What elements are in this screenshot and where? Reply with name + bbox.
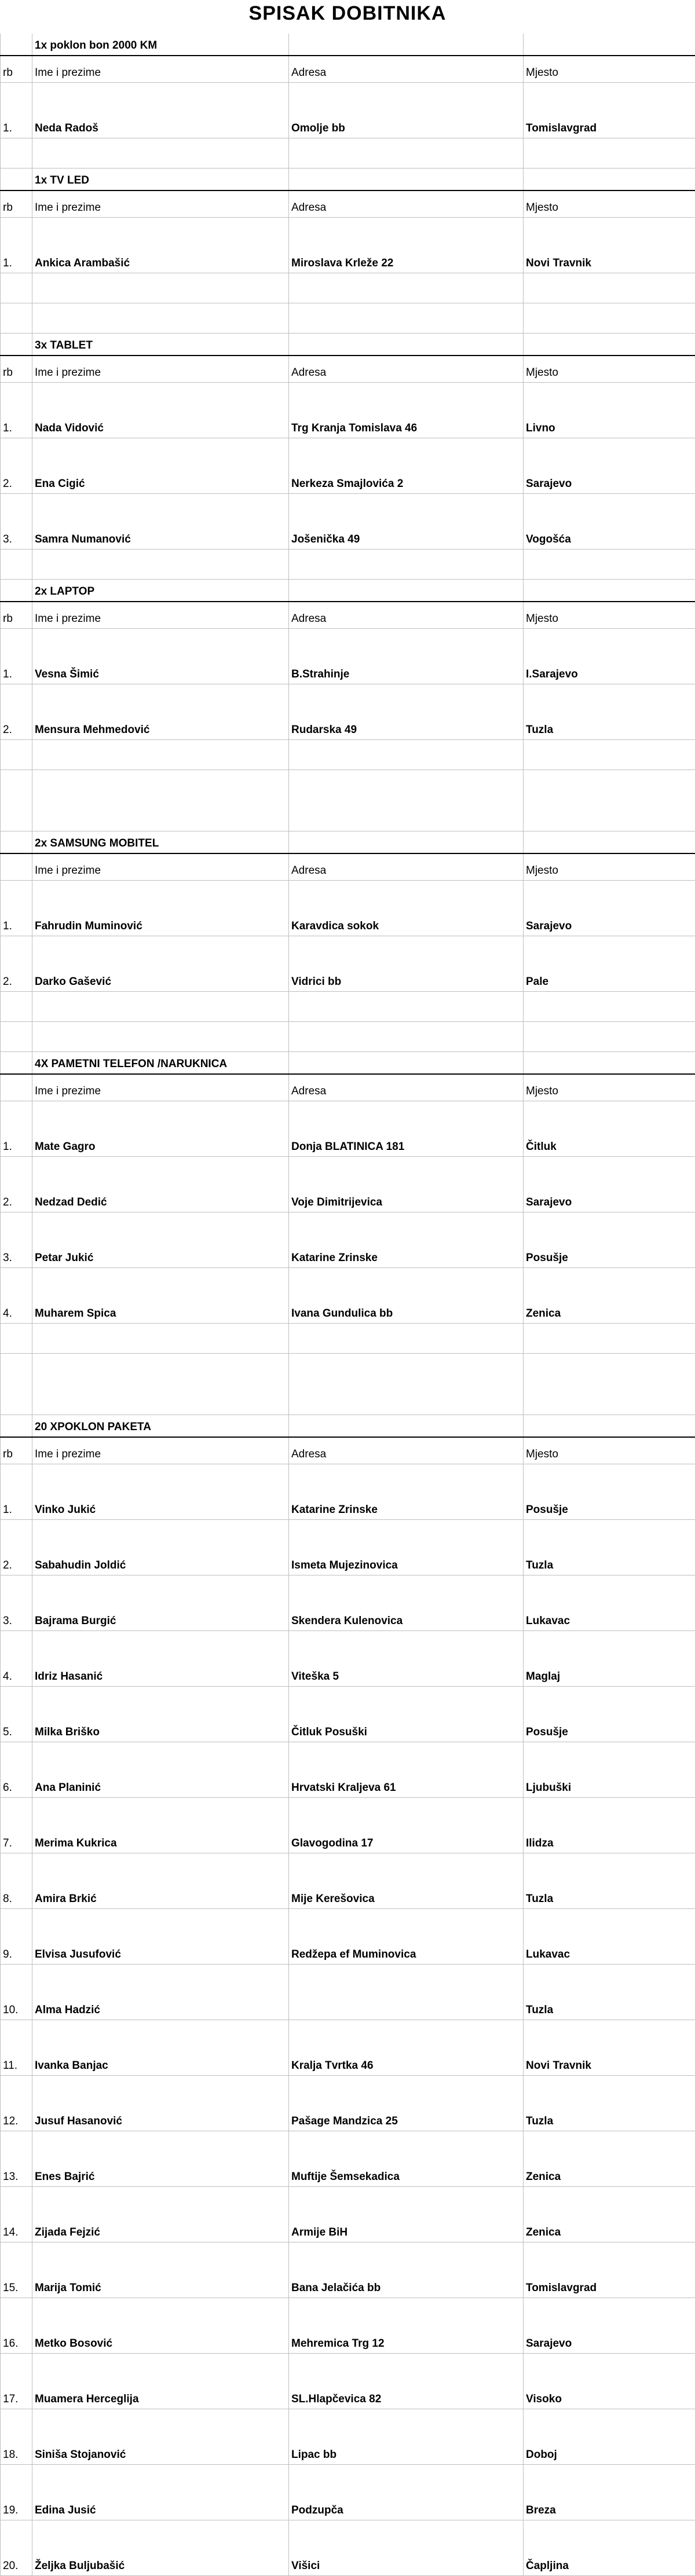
winner-rb: 14.	[1, 2187, 32, 2242]
section-heading-row	[1, 831, 695, 854]
winner-rb: 1.	[1, 83, 32, 138]
winner-address: SL.Hlapčevica 82	[289, 2354, 524, 2409]
header-name: Ime i prezime	[32, 853, 289, 881]
winner-rb: 1.	[1, 383, 32, 438]
winner-name: Idriz Hasanić	[32, 1631, 289, 1687]
header-name: Ime i prezime	[32, 602, 289, 629]
winner-row	[1, 1631, 695, 1687]
winner-address: Višici	[289, 2520, 524, 2576]
winner-row	[1, 629, 695, 684]
winner-row	[1, 383, 695, 438]
winner-name: Edina Jusić	[32, 2465, 289, 2520]
winner-address: Omolje bb	[289, 83, 524, 138]
spacer-row	[1, 770, 695, 831]
winner-name: Amira Brkić	[32, 1853, 289, 1909]
section-heading-row	[1, 1052, 695, 1075]
spacer-row	[1, 138, 695, 168]
winner-name: Mate Gagro	[32, 1101, 289, 1157]
winner-address: Katarine Zrinske	[289, 1464, 524, 1520]
winner-row	[1, 2354, 695, 2409]
header-city: Mjesto	[524, 602, 695, 629]
header-address: Adresa	[289, 1437, 524, 1464]
column-header-row	[1, 853, 695, 881]
winner-address: Hrvatski Kraljeva 61	[289, 1742, 524, 1798]
winner-name: Nada Vidović	[32, 383, 289, 438]
column-header-row	[1, 602, 695, 629]
winner-row	[1, 494, 695, 549]
winner-rb: 3.	[1, 494, 32, 549]
winner-rb: 5.	[1, 1687, 32, 1742]
header-address: Adresa	[289, 356, 524, 383]
spacer-row	[1, 273, 695, 303]
winner-row	[1, 1909, 695, 1965]
winner-name: Ankica Arambašić	[32, 218, 289, 273]
winner-city: Pale	[524, 936, 695, 992]
header-address: Adresa	[289, 1074, 524, 1101]
winner-rb: 1.	[1, 881, 32, 936]
section-heading-row	[1, 1415, 695, 1438]
winner-rb: 17.	[1, 2354, 32, 2409]
winner-row	[1, 1853, 695, 1909]
header-city: Mjesto	[524, 356, 695, 383]
winner-city: Lukavac	[524, 1575, 695, 1631]
winner-rb: 11.	[1, 2020, 32, 2076]
header-name: Ime i prezime	[32, 190, 289, 218]
winner-city: Tuzla	[524, 2076, 695, 2131]
winner-city: Ilidza	[524, 1798, 695, 1853]
spacer-row	[1, 992, 695, 1022]
winner-address: Miroslava Krleže 22	[289, 218, 524, 273]
section-heading-row	[1, 34, 695, 56]
header-address: Adresa	[289, 56, 524, 83]
spacer-row	[1, 1354, 695, 1415]
winner-rb: 3.	[1, 1575, 32, 1631]
winner-city: Vogošća	[524, 494, 695, 549]
winner-city: Tuzla	[524, 1520, 695, 1575]
winner-name: Zijada Fejzić	[32, 2187, 289, 2242]
winner-rb: 2.	[1, 936, 32, 992]
winner-name: Muamera Herceglija	[32, 2354, 289, 2409]
winner-address: Podzupča	[289, 2465, 524, 2520]
header-city: Mjesto	[524, 1437, 695, 1464]
winner-name: Mensura Mehmedović	[32, 684, 289, 740]
winner-city: Lukavac	[524, 1909, 695, 1965]
winner-row	[1, 1575, 695, 1631]
winner-rb: 1.	[1, 1464, 32, 1520]
winner-name: Bajrama Burgić	[32, 1575, 289, 1631]
winner-city: Tuzla	[524, 1853, 695, 1909]
winner-address: Kralja Tvrtka 46	[289, 2020, 524, 2076]
section-heading: 2x LAPTOP	[32, 580, 289, 602]
winner-row	[1, 83, 695, 138]
winner-name: Samra Numanović	[32, 494, 289, 549]
winner-city: Tomislavgrad	[524, 2242, 695, 2298]
winner-name: Ivanka Banjac	[32, 2020, 289, 2076]
winner-row	[1, 2242, 695, 2298]
winner-city: Sarajevo	[524, 881, 695, 936]
winner-row	[1, 1464, 695, 1520]
winner-address: Čitluk Posuški	[289, 1687, 524, 1742]
winner-address: Armije BiH	[289, 2187, 524, 2242]
winner-address: B.Strahinje	[289, 629, 524, 684]
winner-row	[1, 2131, 695, 2187]
header-rb: rb	[1, 356, 32, 383]
header-city: Mjesto	[524, 190, 695, 218]
winner-row	[1, 1212, 695, 1268]
winner-city: Sarajevo	[524, 438, 695, 494]
header-name: Ime i prezime	[32, 56, 289, 83]
winner-address: Katarine Zrinske	[289, 1212, 524, 1268]
winner-city: Posušje	[524, 1212, 695, 1268]
winner-name: Elvisa Jusufović	[32, 1909, 289, 1965]
winner-row	[1, 2465, 695, 2520]
section-heading: 3x TABLET	[32, 334, 289, 356]
winner-row	[1, 1687, 695, 1742]
section-heading-row	[1, 580, 695, 602]
winner-name: Vesna Šimić	[32, 629, 289, 684]
winner-rb: 3.	[1, 1212, 32, 1268]
column-header-row	[1, 1074, 695, 1101]
section-heading: 20 XPOKLON PAKETA	[32, 1415, 289, 1438]
winner-city: Doboj	[524, 2409, 695, 2465]
winner-rb: 16.	[1, 2298, 32, 2354]
winner-address: Donja BLATINICA 181	[289, 1101, 524, 1157]
winner-name: Milka Briško	[32, 1687, 289, 1742]
winner-row	[1, 2076, 695, 2131]
header-rb: rb	[1, 56, 32, 83]
page-title: SPISAK DOBITNIKA	[0, 2, 695, 25]
winner-address: Lipac bb	[289, 2409, 524, 2465]
winner-rb: 8.	[1, 1853, 32, 1909]
winner-row	[1, 936, 695, 992]
winner-rb: 4.	[1, 1631, 32, 1687]
winner-city: Novi Travnik	[524, 218, 695, 273]
winner-rb: 9.	[1, 1909, 32, 1965]
winner-rb: 2.	[1, 438, 32, 494]
winner-rb: 12.	[1, 2076, 32, 2131]
winner-rb: 18.	[1, 2409, 32, 2465]
winner-address: Voje Dimitrijevica	[289, 1157, 524, 1212]
header-address: Adresa	[289, 853, 524, 881]
winner-rb: 2.	[1, 1520, 32, 1575]
winner-name: Marija Tomić	[32, 2242, 289, 2298]
header-rb: rb	[1, 602, 32, 629]
winner-name: Metko Bosović	[32, 2298, 289, 2354]
winner-rb: 2.	[1, 1157, 32, 1212]
header-city: Mjesto	[524, 853, 695, 881]
section-heading-row	[1, 334, 695, 356]
winner-city: Čitluk	[524, 1101, 695, 1157]
winner-city: I.Sarajevo	[524, 629, 695, 684]
winner-rb: 4.	[1, 1268, 32, 1324]
header-rb: rb	[1, 190, 32, 218]
winner-row	[1, 2409, 695, 2465]
winner-address: Bana Jelačića bb	[289, 2242, 524, 2298]
gift-package-rows	[1, 1464, 695, 2576]
winner-row	[1, 2020, 695, 2076]
header-city: Mjesto	[524, 56, 695, 83]
winner-city: Maglaj	[524, 1631, 695, 1687]
winner-row	[1, 1268, 695, 1324]
winner-city: Visoko	[524, 2354, 695, 2409]
winner-name: Fahrudin Muminović	[32, 881, 289, 936]
winner-rb: 6.	[1, 1742, 32, 1798]
winner-address: Jošenička 49	[289, 494, 524, 549]
winner-city: Livno	[524, 383, 695, 438]
winner-name: Jusuf Hasanović	[32, 2076, 289, 2131]
section-heading-row	[1, 168, 695, 191]
winner-address: Muftije Šemsekadica	[289, 2131, 524, 2187]
winner-name: Nedzad Dedić	[32, 1157, 289, 1212]
spacer-row	[1, 740, 695, 770]
winner-rb: 2.	[1, 684, 32, 740]
winner-rb: 1.	[1, 629, 32, 684]
section-heading: 1x TV LED	[32, 168, 289, 191]
winner-city: Zenica	[524, 2187, 695, 2242]
winner-name: Darko Gašević	[32, 936, 289, 992]
winner-name: Muharem Spica	[32, 1268, 289, 1324]
winner-rb: 15.	[1, 2242, 32, 2298]
winner-row	[1, 218, 695, 273]
winner-rb: 19.	[1, 2465, 32, 2520]
section-heading: 2x SAMSUNG MOBITEL	[32, 831, 289, 854]
winner-city: Novi Travnik	[524, 2020, 695, 2076]
spacer-row	[1, 549, 695, 580]
section-heading: 4X PAMETNI TELEFON /NARUKNICA	[32, 1052, 289, 1075]
winner-rb: 7.	[1, 1798, 32, 1853]
winner-row	[1, 684, 695, 740]
winner-rb: 1.	[1, 1101, 32, 1157]
winner-address	[289, 1965, 524, 2020]
winner-row	[1, 2298, 695, 2354]
winner-name: Vinko Jukić	[32, 1464, 289, 1520]
winner-name: Petar Jukić	[32, 1212, 289, 1268]
winner-city: Posušje	[524, 1687, 695, 1742]
winner-row	[1, 1520, 695, 1575]
winner-rb: 20.	[1, 2520, 32, 2576]
winner-address: Ivana Gundulica bb	[289, 1268, 524, 1324]
winner-row	[1, 1742, 695, 1798]
winner-row	[1, 1101, 695, 1157]
winner-address: Pašage Mandzica 25	[289, 2076, 524, 2131]
winner-name: Sabahudin Joldić	[32, 1520, 289, 1575]
column-header-row	[1, 190, 695, 218]
winner-address: Skendera Kulenovica	[289, 1575, 524, 1631]
column-header-row	[1, 56, 695, 83]
winner-address: Nerkeza Smajlovića 2	[289, 438, 524, 494]
spacer-row	[1, 1324, 695, 1354]
winner-name: Alma Hadzić	[32, 1965, 289, 2020]
winner-city: Tuzla	[524, 684, 695, 740]
winner-address: Mehremica Trg 12	[289, 2298, 524, 2354]
spacer-row	[1, 303, 695, 334]
winner-rb: 10.	[1, 1965, 32, 2020]
winner-address: Rudarska 49	[289, 684, 524, 740]
winner-name: Siniša Stojanović	[32, 2409, 289, 2465]
winner-row	[1, 438, 695, 494]
column-header-row	[1, 356, 695, 383]
section-heading: 1x poklon bon 2000 KM	[32, 34, 289, 56]
winner-row	[1, 1965, 695, 2020]
winner-city: Zenica	[524, 2131, 695, 2187]
header-city: Mjesto	[524, 1074, 695, 1101]
winner-city: Tuzla	[524, 1965, 695, 2020]
winner-address: Vidrici bb	[289, 936, 524, 992]
winner-address: Ismeta Mujezinovica	[289, 1520, 524, 1575]
winner-city: Posušje	[524, 1464, 695, 1520]
winner-city: Ljubuški	[524, 1742, 695, 1798]
header-address: Adresa	[289, 602, 524, 629]
winner-name: Neda Radoš	[32, 83, 289, 138]
winner-name: Ana Planinić	[32, 1742, 289, 1798]
winner-name: Željka Buljubašić	[32, 2520, 289, 2576]
winner-city: Čapljina	[524, 2520, 695, 2576]
spacer-row	[1, 1022, 695, 1052]
column-header-row	[1, 1437, 695, 1464]
winner-city: Tomislavgrad	[524, 83, 695, 138]
winner-address: Redžepa ef Muminovica	[289, 1909, 524, 1965]
winner-address: Mije Kerešovica	[289, 1853, 524, 1909]
winner-rb: 13.	[1, 2131, 32, 2187]
winner-row	[1, 1157, 695, 1212]
header-address: Adresa	[289, 190, 524, 218]
header-name: Ime i prezime	[32, 1074, 289, 1101]
winner-address: Glavogodina 17	[289, 1798, 524, 1853]
winner-city: Zenica	[524, 1268, 695, 1324]
winner-name: Ena Cigić	[32, 438, 289, 494]
winner-name: Enes Bajrić	[32, 2131, 289, 2187]
winner-address: Karavdica sokok	[289, 881, 524, 936]
header-name: Ime i prezime	[32, 1437, 289, 1464]
winner-address: Viteška 5	[289, 1631, 524, 1687]
header-name: Ime i prezime	[32, 356, 289, 383]
winner-row	[1, 2187, 695, 2242]
header-rb: rb	[1, 1437, 32, 1464]
winners-table	[0, 34, 695, 2576]
winner-address: Trg Kranja Tomislava 46	[289, 383, 524, 438]
winner-name: Merima Kukrica	[32, 1798, 289, 1853]
winner-row	[1, 881, 695, 936]
winner-city: Breza	[524, 2465, 695, 2520]
winner-city: Sarajevo	[524, 2298, 695, 2354]
winner-row	[1, 1798, 695, 1853]
winner-city: Sarajevo	[524, 1157, 695, 1212]
winner-rb: 1.	[1, 218, 32, 273]
winner-row	[1, 2520, 695, 2576]
